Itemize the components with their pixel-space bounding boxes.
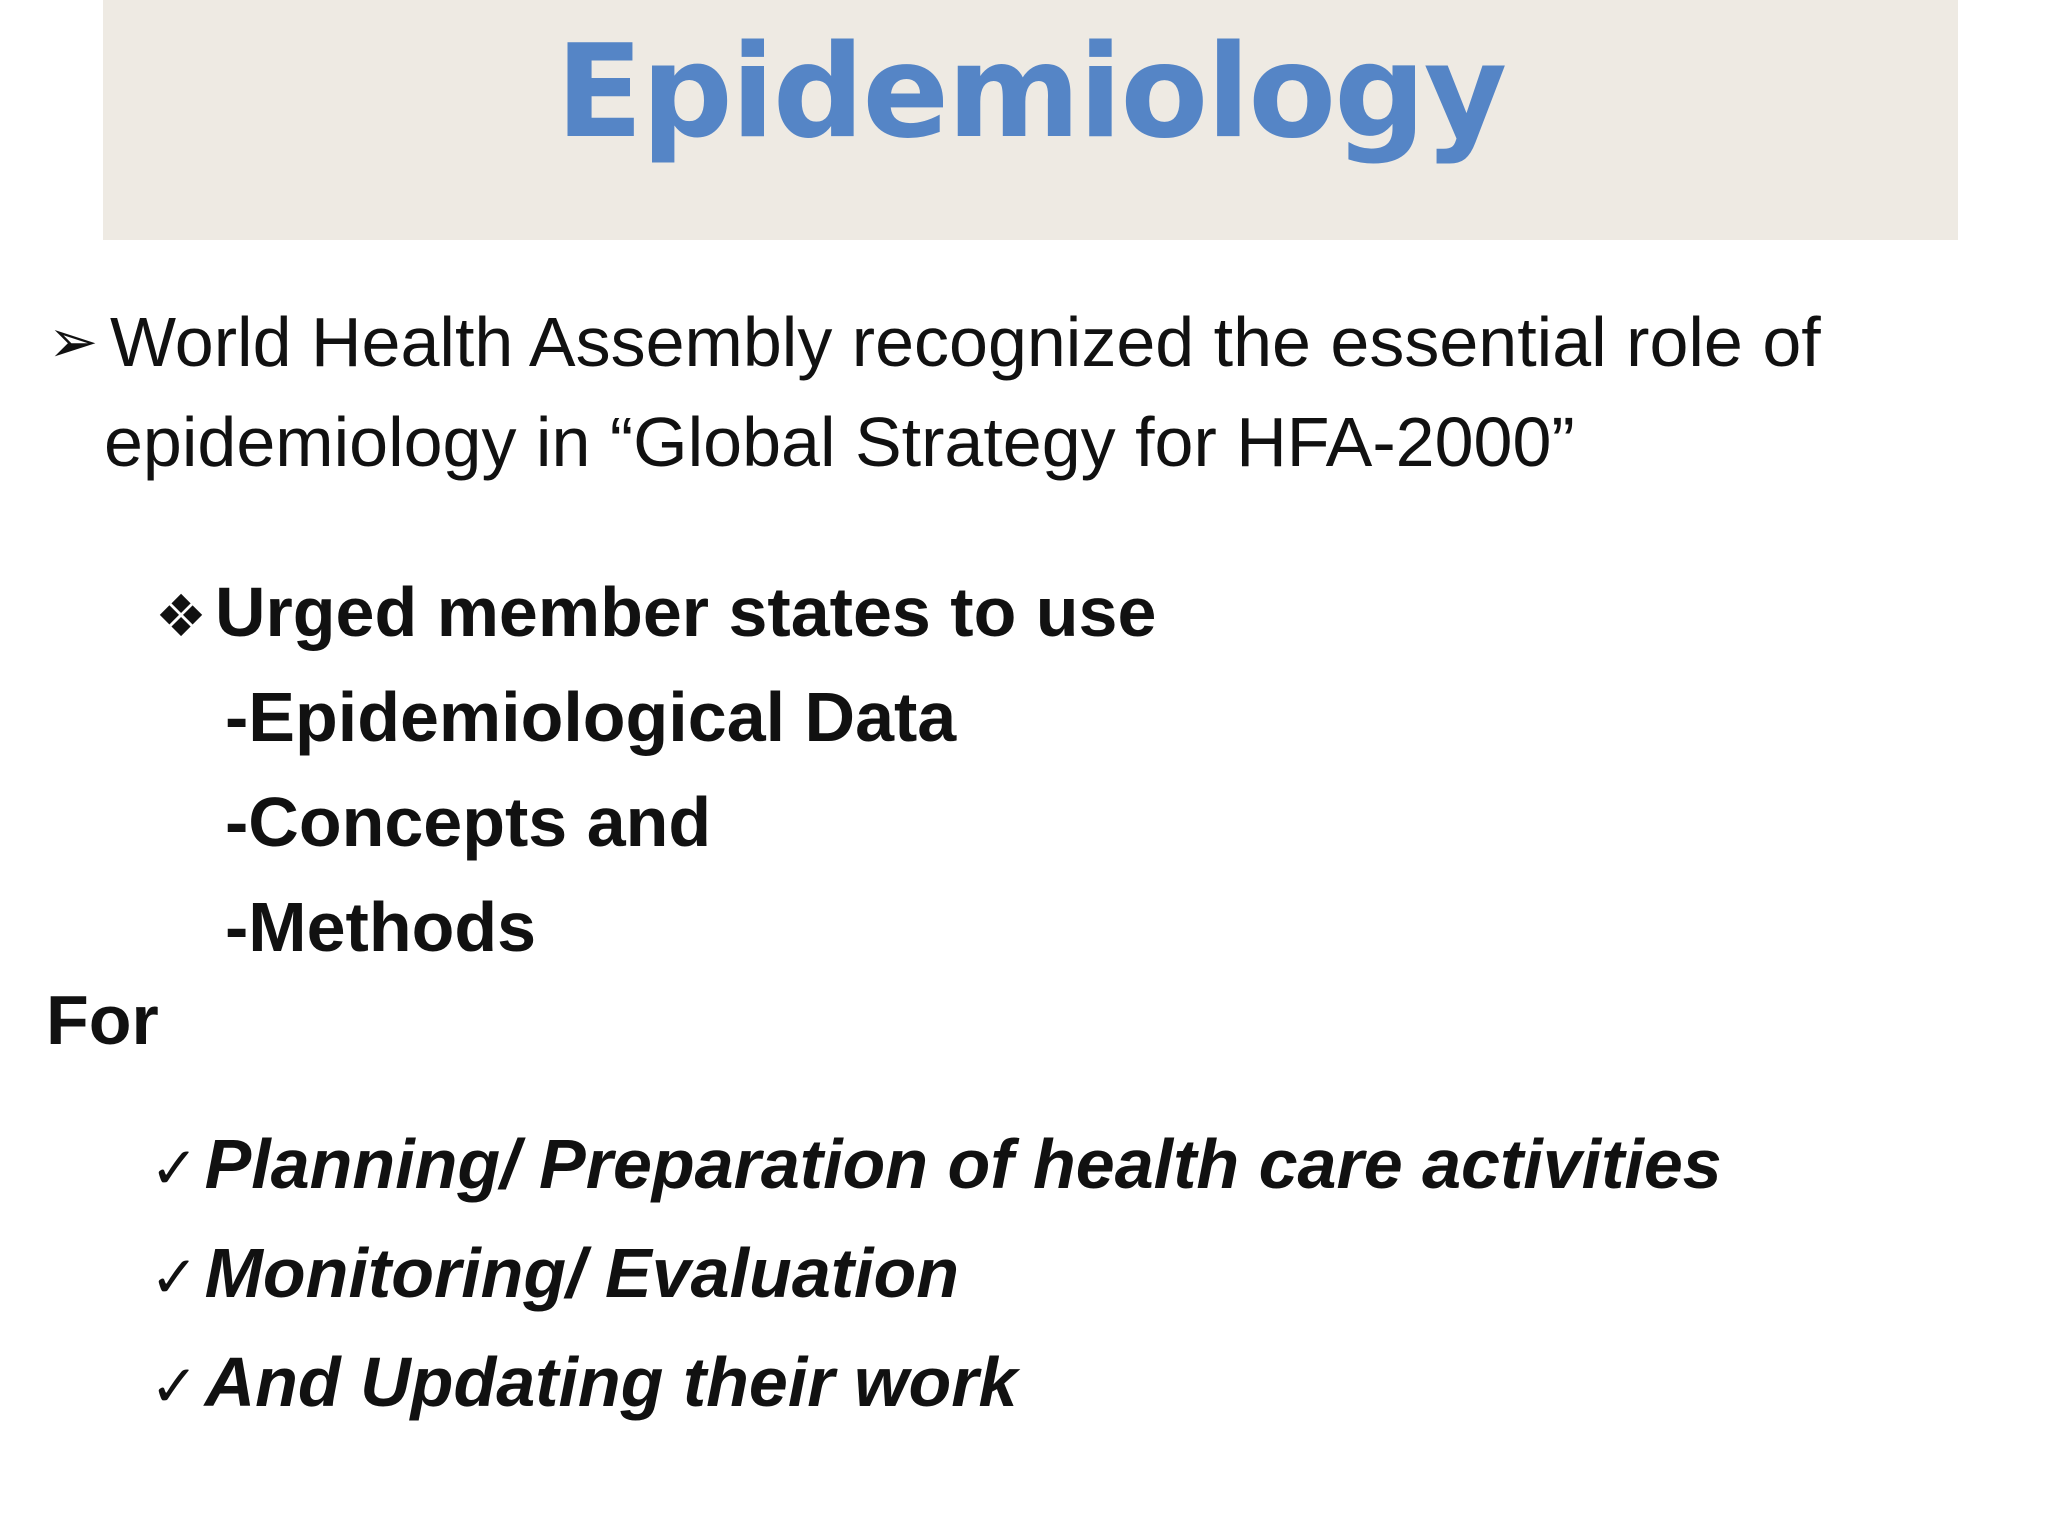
arrow-bullet-icon: ➢	[48, 307, 99, 377]
checklist-item	[150, 1112, 1722, 1221]
checklist-item-text: And Updating their work	[204, 1343, 1018, 1421]
checklist-item	[150, 1330, 1722, 1439]
diamond-bullet-icon: ❖	[155, 582, 207, 650]
checklist-item	[150, 1221, 1722, 1330]
list-item: -Epidemiological Data	[225, 678, 957, 756]
checklist	[150, 1112, 1722, 1439]
page-title: Epidemiology	[555, 18, 1506, 167]
sub-bullet	[155, 560, 1156, 669]
checklist-item-text: Monitoring/ Evaluation	[204, 1234, 960, 1312]
checkmark-icon: ✓	[150, 1243, 199, 1311]
checklist-item-text: Planning/ Preparation of health care activities	[204, 1125, 1722, 1203]
checkmark-icon: ✓	[150, 1352, 199, 1420]
main-bullet-line-1: World Health Assembly recognized the essential role of	[110, 303, 1821, 381]
sub-bullet-list	[225, 665, 956, 980]
checkmark-icon: ✓	[150, 1134, 199, 1202]
for-label: For	[46, 981, 159, 1059]
main-bullet-line-2: epidemiology in “Global Strategy for HFA-2000”	[104, 403, 1575, 481]
list-item: -Concepts and	[225, 783, 712, 861]
sub-bullet-heading: Urged member states to use	[215, 573, 1157, 651]
title-band	[103, 0, 1958, 240]
list-item: -Methods	[225, 888, 537, 966]
